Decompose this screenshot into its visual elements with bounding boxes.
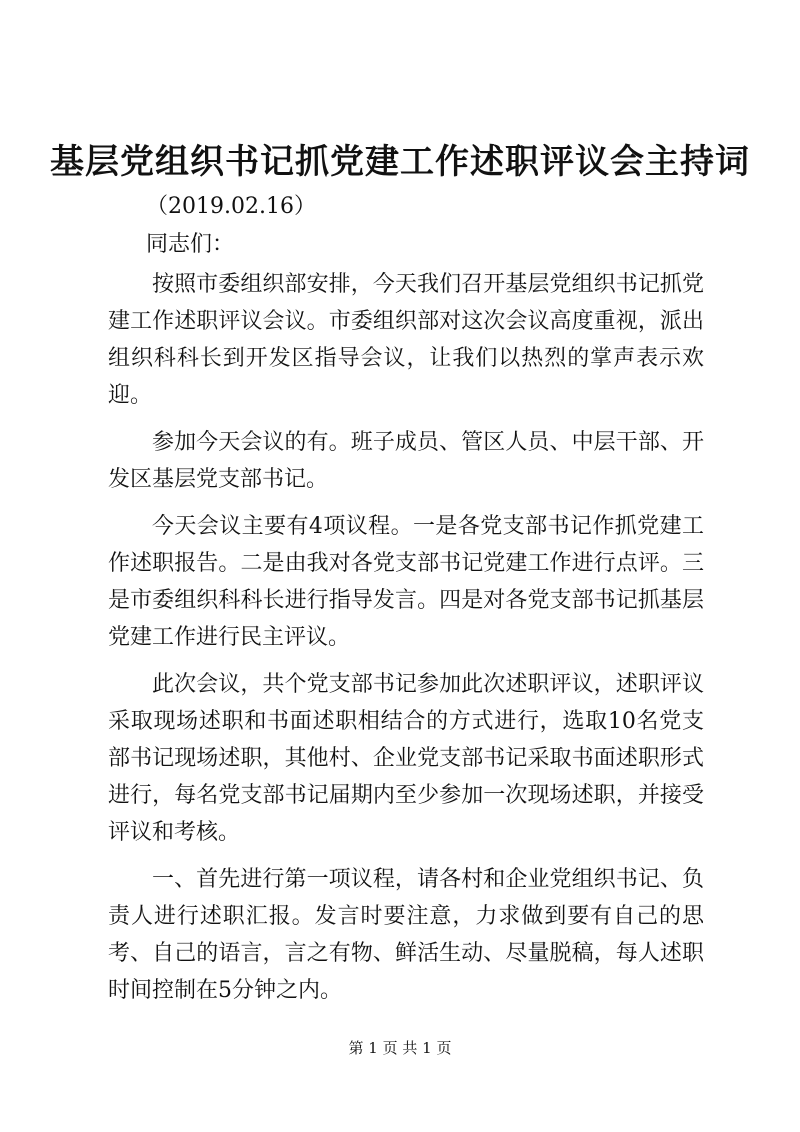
paragraph-2: 参加今天会议的有。班子成员、管区人员、中层干部、开发区基层党支部书记。 bbox=[108, 430, 704, 492]
salutation: 同志们： bbox=[146, 232, 235, 257]
document-body bbox=[108, 266, 704, 1019]
paragraph-3: 今天会议主要有4项议程。一是各党支部书记作抓党建工作述职报告。二是由我对各党支部书记党建工作进行点评。三是市委组织科科长进行指导发言。四是对各党支部书记抓基层党建工作进行民主评议。 bbox=[108, 514, 704, 650]
document-title: 基层党组织书记抓党建工作述职评议会主持词 bbox=[50, 142, 750, 182]
paragraph-4: 此次会议，共个党支部书记参加此次述职评议，述职评议采取现场述职和书面述职相结合的方式进行，选取10名党支部书记现场述职，其他村、企业党支部书记采取书面述职形式进行，每名党支部书记届期内至少参加一次现场述职，并接受评议和考核。 bbox=[108, 672, 704, 845]
paragraph-1: 按照市委组织部安排，今天我们召开基层党组织书记抓党建工作述职评议会议。市委组织部对这次会议高度重视，派出组织科科长到开发区指导会议，让我们以热烈的掌声表示欢迎。 bbox=[108, 272, 704, 408]
page-footer: 第 1 页 共 1 页 bbox=[348, 1039, 452, 1057]
document-date: （2019.02.16） bbox=[146, 194, 316, 219]
paragraph-5: 一、首先进行第一项议程，请各村和企业党组织书记、负责人进行述职汇报。发言时要注意，力求做到要有自己的思考、自己的语言，言之有物、鲜活生动、尽量脱稿，每人述职时间控制在5分钟之内。 bbox=[108, 867, 704, 1003]
